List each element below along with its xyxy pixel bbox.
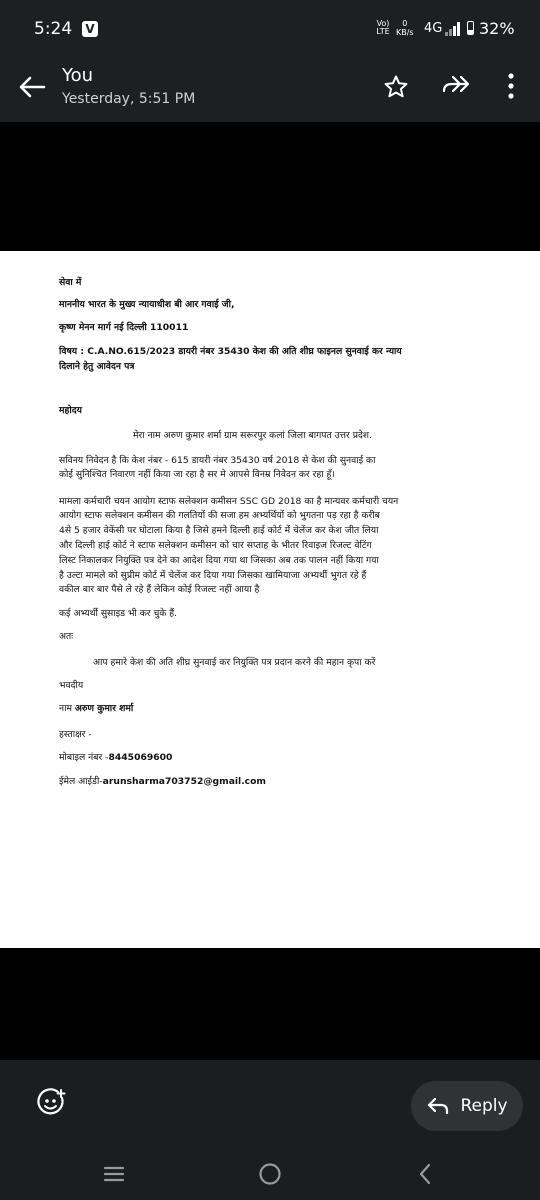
message-header bbox=[0, 58, 540, 122]
mobile-label: मोबाइल नंबर - bbox=[59, 752, 109, 763]
reply-label: Reply bbox=[460, 1096, 508, 1116]
reply-button[interactable] bbox=[411, 1081, 523, 1131]
letter-para3: कई अभ्यर्थी सुसाइड भी कर चुके हैं. bbox=[59, 608, 178, 619]
more-vertical-icon[interactable] bbox=[505, 72, 517, 100]
name-label: नाम bbox=[59, 703, 72, 714]
letter-greeting: महोदय bbox=[59, 405, 82, 416]
letter-email bbox=[59, 775, 266, 789]
nav-back-icon[interactable] bbox=[412, 1160, 440, 1188]
letter-intro: मेरा नाम अरुण कुमार शर्मा ग्राम सरूरपुर कलां जिला बागपत उत्तर प्रदेश. bbox=[133, 430, 372, 441]
letter-subject-line2: दिलाने हेतु आवेदन पत्र bbox=[59, 361, 135, 372]
mobile-value: 8445069600 bbox=[108, 752, 173, 763]
letter-para2-line2: आयोग स्टाफ सलेक्शन कमीसन की गलतियों की सजा हम अभ्यर्थियों को भुगतना पड़ रहा है करीब bbox=[59, 510, 380, 521]
letter-address: कृष्ण मेनन मार्ग नई दिल्ली 110011 bbox=[59, 322, 189, 333]
letter-therefore: अतः bbox=[59, 631, 74, 642]
forward-icon[interactable] bbox=[441, 74, 471, 100]
attached-letter-image[interactable] bbox=[0, 251, 540, 948]
battery-level: 32% bbox=[479, 19, 515, 38]
arrow-left-icon[interactable] bbox=[14, 72, 50, 102]
notification-icon: V bbox=[82, 21, 98, 37]
letter-subject-line1: विषय : C.A.NO.615/2023 डायरी नंबर 35430 केश की अति शीघ्र फाइनल सुनवाई कर न्याय bbox=[59, 346, 402, 357]
email-value: arunsharma703752@gmail.com bbox=[102, 776, 267, 787]
letter-para2-line1: मामला कर्मचारी चयन आयोग स्टाफ सलेक्शन कमीसन SSC GD 2018 का है मान्यवर कर्मचारी चयन bbox=[59, 496, 399, 507]
clock: 5:24 bbox=[34, 19, 73, 39]
subject-text: C.A.NO.615/2023 डायरी नंबर 35430 केश की अति शीघ्र फाइनल सुनवाई कर न्याय bbox=[87, 346, 402, 357]
letter-signature: हस्ताक्षर - bbox=[59, 729, 92, 740]
letter-para2-line7: वकील बार बार पैसे ले रहे हैं लेकिन कोई रिजल्ट नहीं आया है bbox=[59, 584, 260, 595]
letter-para2-line4: और दिल्ली हाई कोर्ट ने स्टाफ सलेक्शन कमीसन को चार सप्ताह के भीतर रिवाइज रिजल्ट वेटिंग bbox=[59, 540, 372, 551]
email-label: ईमेल आईडी- bbox=[59, 776, 103, 787]
letter-request: आप हमारे केश की अति शीघ्र सुनवाई कर नियुक्ति पत्र प्रदान करने की महान कृपा करें bbox=[93, 657, 376, 668]
star-icon[interactable] bbox=[383, 74, 409, 100]
message-timestamp: Yesterday, 5:51 PM bbox=[62, 91, 196, 107]
status-bar bbox=[0, 0, 540, 58]
home-icon[interactable] bbox=[256, 1160, 284, 1188]
letter-para1-line2: कोई सुनिश्चित निवारण नहीं किया जा रहा है सर मे आपसे विनम्र निवेदन कर रहा हूँ। bbox=[59, 469, 335, 480]
sender-name: You bbox=[62, 65, 94, 86]
data-speed-value: 0 bbox=[402, 19, 408, 28]
data-speed-unit: KB/s bbox=[396, 28, 414, 37]
letter-salutation: सेवा में bbox=[59, 277, 82, 288]
letter-name bbox=[59, 702, 133, 716]
subject-prefix: विषय bbox=[59, 346, 78, 357]
reply-arrow-icon bbox=[426, 1096, 450, 1116]
letter-mobile bbox=[59, 751, 172, 765]
letter-para2-line5: लिस्ट निकालकर नियुक्ति पत्र देने का आदेश दिया गया था जिसका अब तक पालन नहीं किया गया bbox=[59, 555, 379, 566]
letter-closing: भवदीय bbox=[59, 680, 84, 691]
volte-indicator: Vo) LTE bbox=[376, 19, 390, 36]
letter-para2-line6: है उल्टा मामले को सुप्रीम कोर्ट में चेलेंज कर दिया गया जिसका खामियाजा अभ्यर्थी भुगत रहे हैं bbox=[59, 570, 367, 581]
name-value: अरुण कुमार शर्मा bbox=[74, 703, 134, 714]
recents-icon[interactable] bbox=[100, 1160, 128, 1188]
data-speed-indicator bbox=[396, 19, 414, 37]
letter-para2-line3: 4से 5 हजार वेकेंसी पर घोटाला किया है जिसे हमने दिल्ली हाई कोर्ट में चेलेंज कर केश जीत लिया bbox=[59, 525, 379, 536]
network-type: 4G bbox=[424, 21, 443, 36]
emoji-add-icon[interactable] bbox=[36, 1088, 66, 1118]
letter-para1-line1: सविनय निवेदन है कि केश नंबर - 615 डायरी नंबर 35430 वर्ष 2018 से केश की सुनवाई का bbox=[59, 455, 376, 466]
letter-addressee: माननीय भारत के मुख्य न्यायाधीश बी आर गवाई जी, bbox=[59, 299, 235, 310]
battery-icon bbox=[467, 21, 474, 35]
signal-icon bbox=[445, 22, 461, 36]
